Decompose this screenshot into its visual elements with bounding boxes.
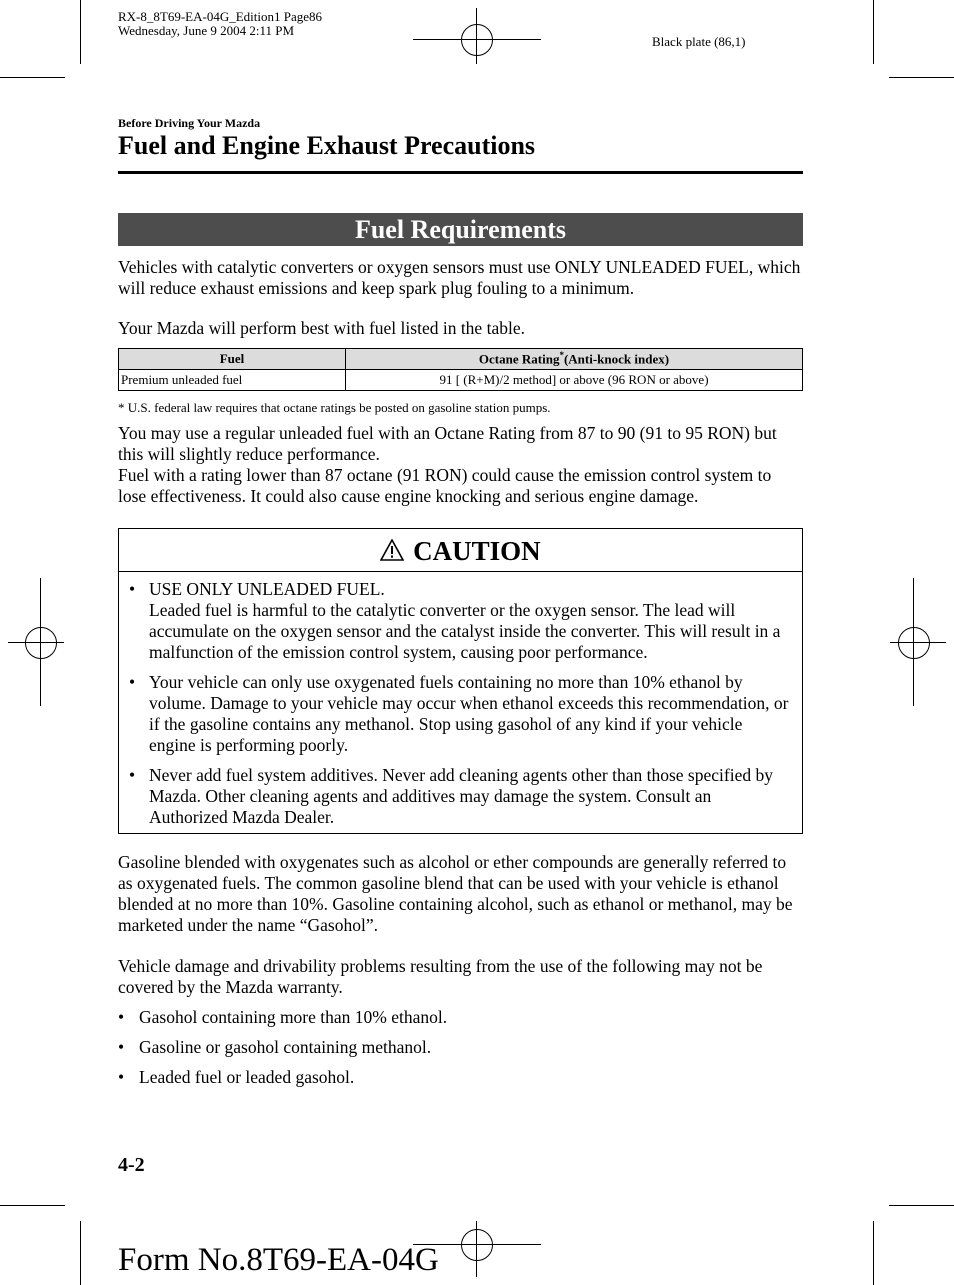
page-number: 4-2 <box>118 1154 145 1176</box>
bullet-icon: • <box>118 1037 125 1057</box>
caution-item <box>129 765 792 828</box>
breadcrumb: Before Driving Your Mazda <box>118 116 261 130</box>
warranty-list <box>118 1007 803 1097</box>
bullet-icon: • <box>118 1067 125 1087</box>
table-header-octane <box>346 349 803 370</box>
page-title: Fuel and Engine Exhaust Precautions <box>118 131 536 160</box>
plate-label: Black plate (86,1) <box>652 34 746 49</box>
table-header-row <box>119 349 803 370</box>
print-slug <box>118 10 322 38</box>
gasohol-paragraph: Gasoline blended with oxygenates such as alcohol or ether compounds are generally referred to as oxygenated fuels. The common gasoline blend that can be used with your vehicle is ethanol blended at no more than 10%. Gasoline containing alcohol, such as ethanol or methanol, may be marketed under the name “Gasohol”. <box>118 852 793 935</box>
fuel-table <box>118 348 803 391</box>
bullet-icon: • <box>118 1007 125 1027</box>
caution-item-text: Leaded fuel is harmful to the catalytic converter or the oxygen sensor. The lead will accumulate on the oxygen sensor and the catalyst inside the converter. This will result in a malfunction of the emission control system, causing poor performance. <box>149 600 781 662</box>
intro-paragraph: Vehicles with catalytic converters or oxygen sensors must use ONLY UNLEADED FUEL, which will reduce exhaust emissions and keep spark plug fouling to a minimum. <box>118 257 801 298</box>
caution-title: CAUTION <box>413 536 541 566</box>
table-cell-fuel: Premium unleaded fuel <box>119 370 346 391</box>
list-item <box>118 1037 803 1058</box>
bullet-icon: • <box>129 672 136 692</box>
list-item <box>118 1007 803 1028</box>
caution-item-text: Your vehicle can only use oxygenated fuels containing no more than 10% ethanol by volume. Damage to your vehicle may occur when ethanol exceeds this recommendation, or if the gasoline contains any methanol. Stop using gasohol of any kind if your vehicle engine is performing poorly. <box>149 672 789 755</box>
octane-paragraph-2: Fuel with a rating lower than 87 octane (91 RON) could cause the emission control system to lose effectiveness. It could also cause engine knocking and serious engine damage. <box>118 465 772 506</box>
title-rule <box>118 171 803 174</box>
table-row <box>119 370 803 391</box>
caution-list <box>119 572 802 828</box>
octane-footnote-marker: * <box>559 350 564 361</box>
caution-item <box>129 579 792 663</box>
caution-item-lead: USE ONLY UNLEADED FUEL. <box>149 579 385 599</box>
caution-item-text: Never add fuel system additives. Never add cleaning agents other than those specified by Mazda. Other cleaning agents and additives may damage the system. Consult an Authorized Mazda Dealer. <box>149 765 773 827</box>
octane-paragraph-1: You may use a regular unleaded fuel with an Octane Rating from 87 to 90 (91 to 95 RON) but this will slightly reduce performance. <box>118 423 777 464</box>
caution-item <box>129 672 792 756</box>
bullet-icon: • <box>129 579 136 599</box>
table-footnote: * U.S. federal law requires that octane ratings be posted on gasoline station pumps. <box>118 400 551 415</box>
list-item-text: Gasoline or gasohol containing methanol. <box>139 1037 432 1057</box>
warning-triangle-icon <box>380 539 404 561</box>
caution-header <box>119 529 802 572</box>
octane-sublabel: (Anti-knock index) <box>563 351 670 367</box>
intro-table-lead: Your Mazda will perform best with fuel listed in the table. <box>118 318 525 338</box>
list-item-text: Gasohol containing more than 10% ethanol. <box>139 1007 448 1027</box>
warranty-paragraph: Vehicle damage and drivability problems resulting from the use of the following may not be covered by the Mazda warranty. <box>118 956 763 997</box>
section-title: Fuel Requirements <box>118 213 803 246</box>
bullet-icon: • <box>129 765 136 785</box>
print-slug-line1: RX-8_8T69-EA-04G_Edition1 Page86 <box>118 9 323 24</box>
list-item-text: Leaded fuel or leaded gasohol. <box>139 1067 355 1087</box>
list-item <box>118 1067 803 1088</box>
table-header-fuel: Fuel <box>119 349 346 370</box>
form-number: Form No.8T69-EA-04G <box>118 1242 439 1278</box>
table-cell-octane: 91 [ (R+M)/2 method] or above (96 RON or above) <box>346 370 803 391</box>
print-slug-line2: Wednesday, June 9 2004 2:11 PM <box>118 23 295 38</box>
caution-box <box>118 528 803 834</box>
octane-label: Octane Rating <box>478 351 560 367</box>
